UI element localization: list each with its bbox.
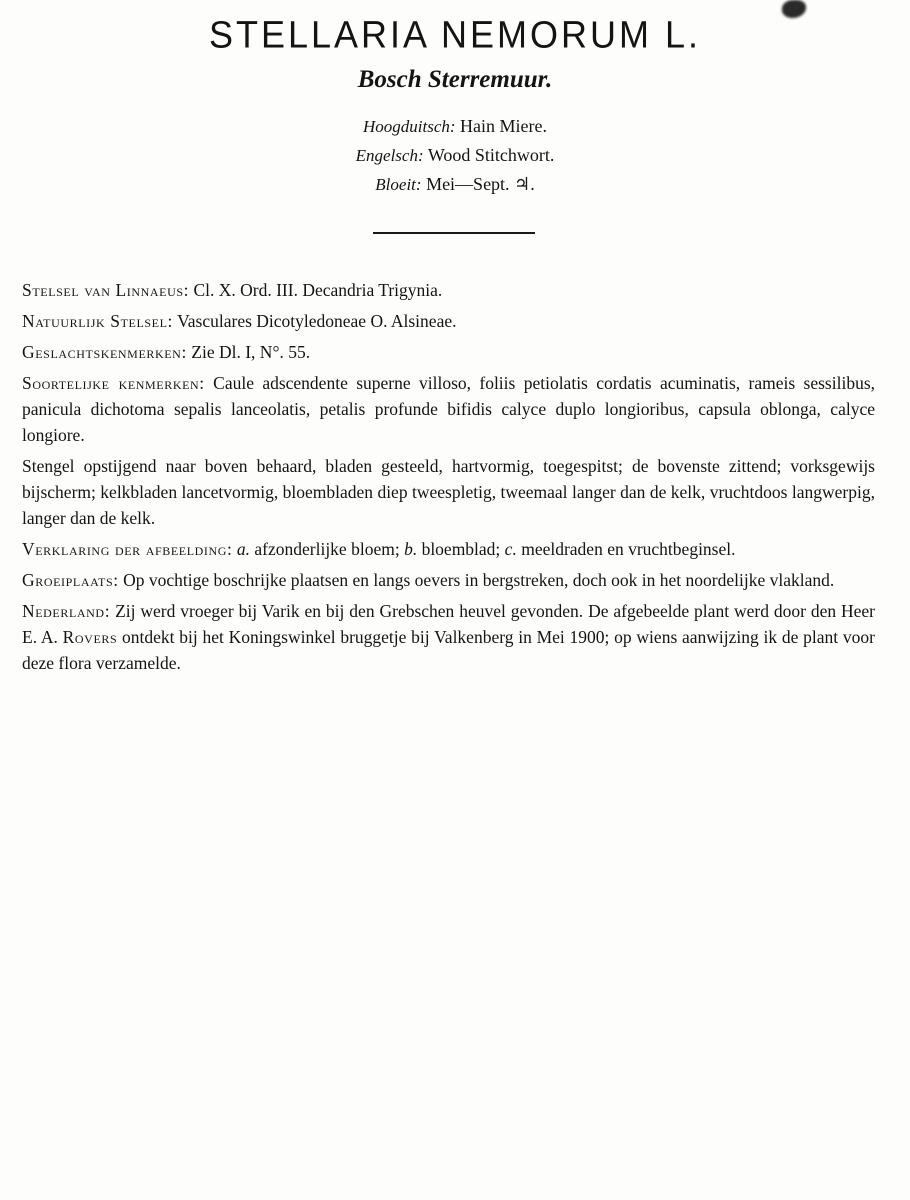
genus-paragraph	[22, 339, 875, 365]
linnaeus-text: Cl. X. Ord. III. Decandria Trigynia.	[193, 280, 443, 300]
page-title: STELLARIA NEMORUM L.	[208, 12, 702, 57]
natural-system-paragraph	[22, 308, 875, 334]
german-label: Hoogduitsch:	[362, 117, 456, 136]
collector-name: Rovers	[62, 627, 118, 647]
german-value: Hain Miere.	[460, 116, 547, 136]
dutch-name: Bosch Sterremuur.	[357, 66, 553, 93]
natural-system-label: Natuurlijk Stelsel:	[22, 311, 173, 331]
habitat-text: Op vochtige boschrijke plaatsen en langs oevers in bergstreken, doch ook in het noordelijke vlakland.	[123, 570, 835, 590]
english-label: Engelsch:	[355, 146, 424, 165]
genus-text: Zie Dl. I, N°. 55.	[191, 342, 311, 362]
netherlands-paragraph	[22, 598, 875, 676]
german-name-line	[0, 112, 910, 141]
dutch-description-paragraph	[22, 453, 875, 531]
habitat-paragraph	[22, 567, 875, 593]
natural-system-text: Vasculares Dicotyledoneae O. Alsineae.	[177, 311, 457, 331]
figure-b-letter: b.	[404, 539, 418, 559]
divider-rule	[373, 232, 535, 234]
figure-a-letter: a.	[236, 539, 251, 559]
english-value: Wood Stitchwort.	[427, 145, 555, 165]
linnaeus-label: Stelsel van Linnaeus:	[22, 280, 190, 300]
bloom-line	[0, 170, 910, 199]
bloom-label: Bloeit:	[375, 175, 422, 194]
species-label: Soortelijke kenmerken:	[22, 373, 205, 393]
linnaeus-paragraph	[22, 277, 875, 303]
figure-a-text: afzonderlijke bloem;	[254, 539, 400, 559]
figure-c-text: meeldraden en vruchtbeginsel.	[521, 539, 736, 559]
figure-c-letter: c.	[504, 539, 517, 559]
figure-legend-label: Verklaring der afbeelding:	[22, 539, 233, 559]
species-text: Caule adscendente superne villoso, foliis petiolatis cordatis acuminatis, rameis sessilibus, panicula dichotoma sepalis lanceolatis, petalis profunde bifidis calyce duplo longioribus, capsula oblonga, calyce longiore.	[22, 373, 876, 445]
genus-label: Geslachtskenmerken:	[22, 342, 187, 362]
netherlands-label: Nederland:	[22, 601, 111, 621]
species-paragraph	[22, 370, 875, 448]
bloom-value: Mei—Sept. ♃.	[426, 174, 535, 194]
common-names	[0, 112, 910, 199]
figure-b-text: bloemblad;	[421, 539, 501, 559]
description-body	[22, 277, 875, 681]
netherlands-text-1: Zij werd vroeger bij Varik en bij den Grebschen heuvel gevonden. De afgebeelde plant werd door den Heer E. A.	[22, 601, 875, 647]
netherlands-text-2: ontdekt bij het Koningswinkel bruggetje bij Valkenberg in Mei 1900; op wiens aanwijzing ik de plant voor deze flora verzamelde.	[22, 627, 876, 673]
figure-legend-paragraph	[22, 536, 875, 562]
dutch-description-text: Stengel opstijgend naar boven behaard, bladen gesteeld, hartvormig, toegespitst; de bovenste zittend; vorksgewijs bijscherm; kelkbladen lancetvormig, bloembladen diep tweespletig, tweemaal langer dan de kelk, vruchtdoos langwerpig, langer dan de kelk.	[22, 456, 875, 528]
habitat-label: Groeiplaats:	[22, 570, 119, 590]
english-name-line	[0, 141, 910, 170]
